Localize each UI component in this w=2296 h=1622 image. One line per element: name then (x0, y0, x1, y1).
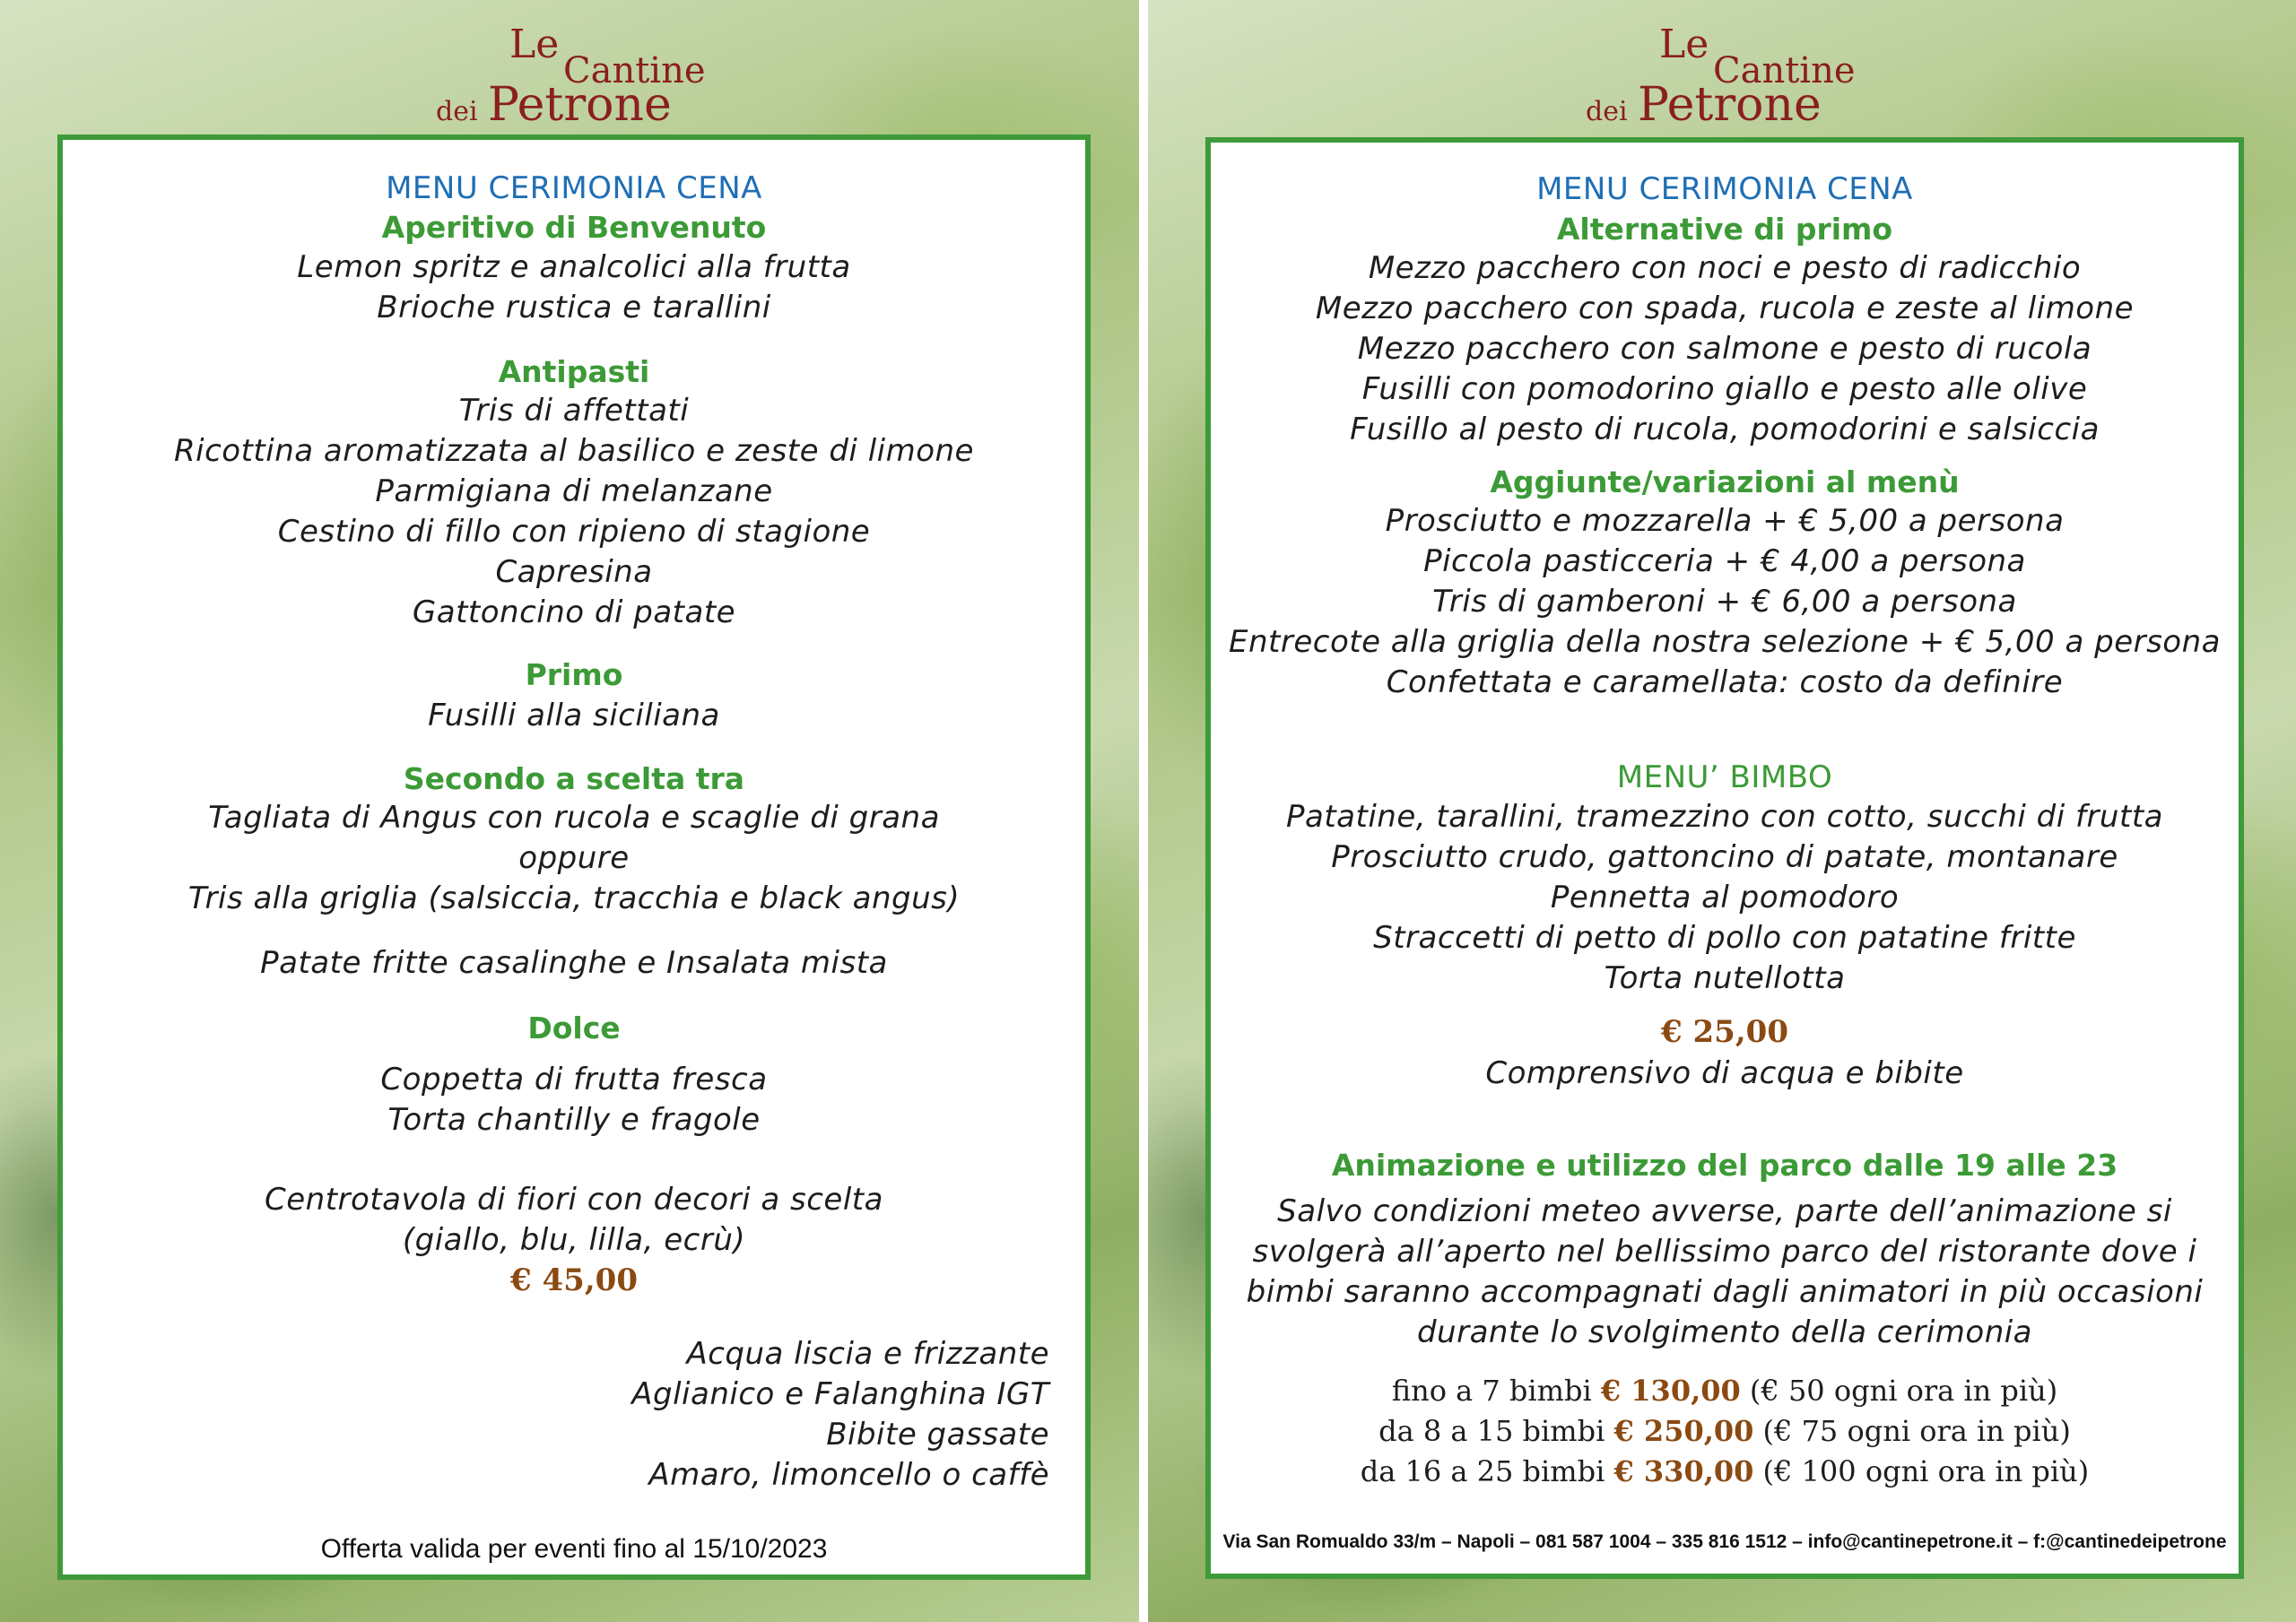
menu-item: Prosciutto crudo, gattoncino di patate, montanare (1331, 839, 2118, 875)
secondo-items (63, 798, 1085, 919)
animazione-tariffe (1211, 1371, 2239, 1492)
tariff-label: da 16 a 25 bimbi (1360, 1454, 1605, 1488)
menu-item: Patatine, tarallini, tramezzino con cotto, succhi di frutta (1286, 799, 2163, 835)
menu-item: Confettata e caramellata: costo da definire (1386, 664, 2064, 700)
menu-item: Torta nutellotta (1604, 960, 1846, 996)
drink-item: Acqua liscia e frizzante (686, 1336, 1049, 1372)
logo-graphic (1580, 14, 1867, 131)
offer-validity: Offerta valida per eventi fino al 15/10/2023 (320, 1534, 828, 1564)
aggiunte-items (1211, 501, 2239, 703)
menu-item: Tris alla griglia (salsiccia, tracchia e black angus) (187, 880, 961, 916)
section-secondo: Secondo a scelta tra (403, 761, 745, 796)
menu-item: Ricottina aromatizzata al basilico e zeste di limone (174, 433, 974, 469)
menu-item: Tagliata di Angus con rucola e scaglie di grana (208, 800, 940, 836)
menu-item: Mezzo pacchero con salmone e pesto di rucola (1357, 331, 2092, 367)
menu-item: Brioche rustica e tarallini (377, 290, 771, 325)
menu-item: Parmigiana di melanzane (375, 473, 773, 509)
menu-item: Tris di affettati (458, 393, 690, 429)
menu-item: Pennetta al pomodoro (1550, 880, 1900, 915)
text-line: svolgerà all’aperto nel bellissimo parco del ristorante dove i (1252, 1234, 2197, 1270)
animazione-text (1211, 1192, 2239, 1353)
text-line: durante lo svolgimento della cerimonia (1416, 1314, 2033, 1350)
section-dolce: Dolce (527, 1010, 621, 1045)
menu-item: Mezzo pacchero con spada, rucola e zeste al limone (1315, 291, 2135, 326)
drink-item: Bibite gassate (826, 1417, 1049, 1453)
tariff-label: da 8 a 15 bimbi (1378, 1414, 1605, 1448)
drinks-list (242, 1334, 1049, 1496)
logo-cantine: Cantine (563, 50, 706, 91)
antipasti-items (63, 391, 1085, 633)
tariff-extra: (€ 100 ogni ora in più) (1762, 1454, 2090, 1488)
menu-item: Prosciutto e mozzarella + € 5,00 a persona (1385, 503, 2065, 539)
menu-item: Torta chantilly e fragole (387, 1102, 761, 1138)
restaurant-logo (1580, 14, 1867, 131)
dolce-items (63, 1060, 1085, 1141)
bimbo-price: € 25,00 (1661, 1014, 1788, 1050)
restaurant-logo (430, 14, 718, 131)
contact-footer: Via San Romualdo 33/m – Napoli – 081 587 1004 – 335 816 1512 – info@cantinepetrone.it – f:@cantinedeipetrone (1222, 1531, 2227, 1552)
tariff-extra: (€ 75 ogni ora in più) (1762, 1414, 2071, 1448)
section-animazione: Animazione e utilizzo del parco dalle 19 alle 23 (1331, 1148, 2118, 1183)
bimbo-items (1211, 797, 2239, 999)
text-line: bimbi saranno accompagnati dagli animatori in più occasioni (1246, 1274, 2204, 1310)
aperitivo-items (63, 247, 1085, 328)
tariff-price: € 330,00 (1613, 1454, 1754, 1488)
menu-item: (giallo, blu, lilla, ecrù) (402, 1222, 746, 1258)
section-bimbo: MENU’ BIMBO (1616, 759, 1833, 795)
menu-title: MENU CERIMONIA CENA (1536, 171, 1913, 207)
logo-cantine: Cantine (1713, 50, 1856, 91)
menu-item: Coppetta di frutta fresca (380, 1062, 768, 1097)
menu-item: Centrotavola di fiori con decori a scelta (265, 1182, 883, 1218)
drink-item: Amaro, limoncello o caffè (648, 1457, 1049, 1493)
menu-item: oppure (518, 840, 630, 876)
logo-dei: dei (436, 96, 478, 127)
menu-item: Piccola pasticceria + € 4,00 a persona (1423, 543, 2026, 579)
section-antipasti: Antipasti (498, 354, 650, 389)
alternative-items (1211, 248, 2239, 450)
logo-graphic (430, 14, 718, 131)
menu-card-left (57, 134, 1091, 1580)
menu-item: Straccetti di petto di pollo con patatine fritte (1373, 920, 2076, 956)
menu-item: Entrecote alla griglia della nostra selezione + € 5,00 a persona (1229, 624, 2221, 660)
logo-dei: dei (1586, 96, 1628, 127)
text-line: Salvo condizioni meteo avverse, parte dell’animazione si (1277, 1193, 2172, 1229)
tariff-label: fino a 7 bimbi (1391, 1374, 1592, 1408)
menu-price: € 45,00 (510, 1262, 638, 1298)
primo-items (63, 696, 1085, 736)
drink-item: Aglianico e Falanghina IGT (631, 1376, 1049, 1412)
centrotavola-note (63, 1180, 1085, 1261)
section-aggiunte: Aggiunte/variazioni al menù (1490, 464, 1960, 499)
menu-page-right (1148, 0, 2296, 1622)
tariff-price: € 130,00 (1600, 1374, 1741, 1408)
contorno-item: Patate fritte casalinghe e Insalata mista (260, 945, 888, 981)
menu-card-right (1205, 137, 2244, 1579)
tariff-row (1211, 1371, 2239, 1411)
tariff-row (1211, 1411, 2239, 1452)
tariff-row (1211, 1452, 2239, 1492)
logo-petrone: Petrone (488, 78, 672, 131)
menu-item: Cestino di fillo con ripieno di stagione (277, 514, 871, 550)
logo-petrone: Petrone (1638, 78, 1822, 131)
menu-item: Gattoncino di patate (412, 594, 736, 630)
menu-item: Tris di gamberoni + € 6,00 a persona (1432, 584, 2017, 620)
menu-item: Fusilli con pomodorino giallo e pesto alle olive (1361, 371, 2088, 407)
menu-title: MENU CERIMONIA CENA (386, 170, 762, 206)
menu-page-left (0, 0, 1139, 1622)
menu-item: Capresina (495, 554, 653, 590)
tariff-extra: (€ 50 ogni ora in più) (1749, 1374, 2058, 1408)
section-aperitivo: Aperitivo di Benvenuto (381, 210, 767, 245)
section-primo: Primo (525, 657, 623, 692)
tariff-price: € 250,00 (1613, 1414, 1754, 1448)
menu-item: Fusillo al pesto di rucola, pomodorini e salsiccia (1350, 412, 2100, 447)
menu-item: Mezzo pacchero con noci e pesto di radicchio (1368, 250, 2082, 286)
menu-item: Fusilli alla siciliana (428, 698, 720, 733)
bimbo-note: Comprensivo di acqua e bibite (1485, 1055, 1964, 1091)
logo-le: Le (1659, 22, 1709, 67)
section-alternative: Alternative di primo (1556, 212, 1893, 247)
menu-item: Lemon spritz e analcolici alla frutta (297, 249, 851, 285)
logo-le: Le (509, 22, 560, 67)
